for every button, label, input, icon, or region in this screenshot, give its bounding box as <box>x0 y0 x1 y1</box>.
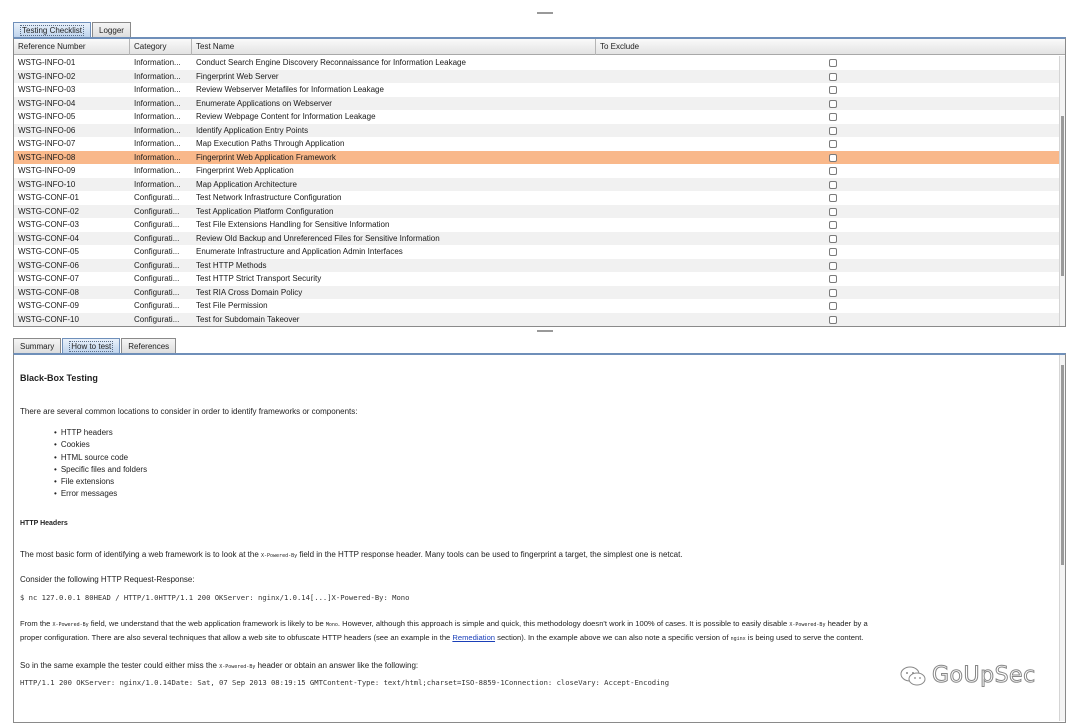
inline-code: nginx <box>730 636 746 642</box>
cell-category: Information... <box>134 71 181 81</box>
paragraph-5 <box>20 661 418 670</box>
cell-category: Configurati... <box>134 314 180 324</box>
locations-list <box>54 427 147 501</box>
table-row[interactable] <box>14 83 1065 97</box>
checklist-table-panel <box>13 37 1066 327</box>
inline-code: Mono <box>325 622 338 628</box>
cell-reference-number: WSTG-INFO-10 <box>18 179 76 189</box>
exclude-checkbox[interactable] <box>829 302 837 310</box>
cell-category: Information... <box>134 166 181 175</box>
subheading-http-headers: HTTP Headers <box>20 520 68 527</box>
cell-test-name: Map Application Architecture <box>196 179 297 189</box>
inline-code: X-Powered-By <box>219 664 256 670</box>
watermark <box>900 663 1036 688</box>
exclude-checkbox[interactable] <box>829 248 837 256</box>
table-row[interactable] <box>14 245 1065 259</box>
cell-reference-number: WSTG-INFO-08 <box>18 152 76 162</box>
list-item: • Cookies <box>54 439 147 451</box>
cell-reference-number: WSTG-CONF-09 <box>18 301 79 310</box>
cell-reference-number: WSTG-INFO-04 <box>18 98 76 108</box>
exclude-checkbox[interactable] <box>829 86 837 94</box>
cell-test-name: Conduct Search Engine Discovery Reconnaissance for Information Leakage <box>196 58 466 67</box>
cell-test-name: Test Application Platform Configuration <box>196 206 334 216</box>
cell-category: Information... <box>134 85 181 94</box>
paragraph-3 <box>20 619 868 628</box>
code-block-2: HTTP/1.1 200 OKServer: nginx/1.0.14Date: Sat, 07 Sep 2013 08:19:15 GMTContent-Type: text/html;charset=ISO-8859-1Connection: closeVary: Accept-Encoding <box>20 678 670 687</box>
cell-category: Information... <box>134 179 181 189</box>
cell-test-name: Map Execution Paths Through Application <box>196 139 345 148</box>
exclude-checkbox[interactable] <box>829 73 837 81</box>
cell-test-name: Test for Subdomain Takeover <box>196 314 300 324</box>
table-row[interactable] <box>14 178 1065 192</box>
section-heading: Black-Box Testing <box>20 373 98 383</box>
scrollbar-thumb[interactable] <box>1061 365 1064 565</box>
text: field, we understand that the web application framework is likely to be <box>88 619 326 628</box>
paragraph-4 <box>20 633 863 642</box>
tab-label: Testing Checklist <box>22 26 83 35</box>
table-scrollbar[interactable] <box>1059 56 1065 327</box>
cell-test-name: Fingerprint Web Application <box>196 166 294 175</box>
table-row[interactable] <box>14 70 1065 84</box>
cell-reference-number: WSTG-CONF-05 <box>18 247 79 256</box>
cell-category: Information... <box>134 58 181 67</box>
cell-reference-number: WSTG-CONF-10 <box>18 314 79 324</box>
text: So in the same example the tester could either miss the <box>20 661 220 670</box>
exclude-checkbox[interactable] <box>829 181 837 189</box>
cell-test-name: Test Network Infrastructure Configuration <box>196 193 342 202</box>
cell-test-name: Fingerprint Web Server <box>196 71 279 81</box>
inline-code: X-Powered-By <box>261 553 298 559</box>
tab-label: References <box>128 342 170 351</box>
tab-summary[interactable] <box>13 338 61 354</box>
table-row[interactable] <box>14 299 1065 313</box>
cell-category: Configurati... <box>134 274 180 283</box>
exclude-checkbox[interactable] <box>829 59 837 67</box>
cell-category: Configurati... <box>134 233 180 243</box>
exclude-checkbox[interactable] <box>829 289 837 297</box>
cell-reference-number: WSTG-INFO-06 <box>18 125 76 135</box>
exclude-checkbox[interactable] <box>829 262 837 270</box>
exclude-checkbox[interactable] <box>829 275 837 283</box>
exclude-checkbox[interactable] <box>829 208 837 216</box>
table-row[interactable] <box>14 286 1065 300</box>
cell-category: Configurati... <box>134 301 180 310</box>
exclude-checkbox[interactable] <box>829 113 837 121</box>
cell-reference-number: WSTG-INFO-01 <box>18 58 76 67</box>
column-header-to-exclude[interactable]: To Exclude <box>600 42 640 51</box>
cell-test-name: Fingerprint Web Application Framework <box>196 152 336 162</box>
cell-category: Information... <box>134 139 181 148</box>
cell-reference-number: WSTG-CONF-02 <box>18 206 79 216</box>
cell-test-name: Enumerate Infrastructure and Application Admin Interfaces <box>196 247 403 256</box>
cell-category: Configurati... <box>134 193 180 202</box>
table-row[interactable] <box>14 137 1065 151</box>
wechat-icon <box>900 665 926 687</box>
cell-category: Configurati... <box>134 220 180 229</box>
list-item: • Specific files and folders <box>54 464 147 476</box>
cell-reference-number: WSTG-INFO-07 <box>18 139 76 148</box>
cell-test-name: Review Webpage Content for Information Leakage <box>196 112 376 121</box>
table-body <box>14 56 1065 326</box>
column-header-reference-number[interactable]: Reference Number <box>14 39 130 55</box>
list-item: • HTML source code <box>54 452 147 464</box>
table-row[interactable] <box>14 218 1065 232</box>
tab-logger[interactable] <box>92 22 131 38</box>
text: field in the HTTP response header. Many tools can be used to fingerprint a target, the simplest one is netcat. <box>297 550 683 559</box>
cell-category: Information... <box>134 152 181 162</box>
table-row[interactable] <box>14 110 1065 124</box>
table-header <box>14 39 1065 55</box>
exclude-checkbox[interactable] <box>829 140 837 148</box>
text: header or obtain an answer like the following: <box>255 661 419 670</box>
cell-test-name: Test HTTP Methods <box>196 260 267 270</box>
paragraph-1 <box>20 550 683 559</box>
cell-reference-number: WSTG-CONF-01 <box>18 193 79 202</box>
cell-reference-number: WSTG-INFO-09 <box>18 166 76 175</box>
tab-references[interactable] <box>121 338 176 354</box>
tab-label: Logger <box>99 26 124 35</box>
table-row[interactable] <box>14 313 1065 327</box>
inline-code: X-Powered-By <box>52 622 89 628</box>
code-block-1: $ nc 127.0.0.1 80HEAD / HTTP/1.0HTTP/1.1 200 OKServer: nginx/1.0.14[...]X-Powered-By: Mono <box>20 593 410 602</box>
text: is being used to serve the content. <box>745 633 864 642</box>
tab-testing-checklist[interactable] <box>13 22 91 38</box>
cell-reference-number: WSTG-CONF-08 <box>18 287 79 297</box>
cell-reference-number: WSTG-CONF-07 <box>18 274 79 283</box>
text: The most basic form of identifying a web framework is to look at the <box>20 550 261 559</box>
exclude-checkbox[interactable] <box>829 194 837 202</box>
text: From the <box>20 619 53 628</box>
cell-test-name: Review Webserver Metafiles for Information Leakage <box>196 85 384 94</box>
table-row[interactable] <box>14 191 1065 205</box>
table-row[interactable] <box>14 56 1065 70</box>
column-header-test-name[interactable]: Test Name <box>192 39 596 55</box>
cell-test-name: Test File Permission <box>196 301 268 310</box>
table-row[interactable] <box>14 205 1065 219</box>
cell-test-name: Enumerate Applications on Webserver <box>196 98 332 108</box>
exclude-checkbox[interactable] <box>829 235 837 243</box>
column-header-category[interactable]: Category <box>130 39 192 55</box>
scrollbar-thumb[interactable] <box>1061 116 1064 276</box>
text: proper configuration. There are also several techniques that allow a web site to obfuscate HTTP headers (see an example in the <box>20 633 453 642</box>
cell-category: Information... <box>134 98 181 108</box>
paragraph-2: Consider the following HTTP Request-Response: <box>20 575 195 584</box>
exclude-checkbox[interactable] <box>829 316 837 324</box>
exclude-checkbox[interactable] <box>829 221 837 229</box>
exclude-checkbox[interactable] <box>829 154 837 162</box>
cell-reference-number: WSTG-CONF-03 <box>18 220 79 229</box>
cell-test-name: Test HTTP Strict Transport Security <box>196 274 322 283</box>
cell-category: Configurati... <box>134 260 180 270</box>
table-row[interactable] <box>14 124 1065 138</box>
cell-test-name: Test File Extensions Handling for Sensitive Information <box>196 220 390 229</box>
cell-test-name: Review Old Backup and Unreferenced Files for Sensitive Information <box>196 233 440 243</box>
text: . However, although this approach is simple and quick, this methodology doesn't work in 100% of cases. It is possible to easily disable <box>337 619 790 628</box>
inline-code: X-Powered-By <box>789 622 826 628</box>
tab-how-to-test[interactable] <box>62 338 120 354</box>
table-row[interactable] <box>14 151 1065 165</box>
cell-reference-number: WSTG-INFO-05 <box>18 112 76 121</box>
cell-test-name: Identify Application Entry Points <box>196 125 309 135</box>
remediation-link[interactable]: Remediation <box>452 633 496 642</box>
bottom-tab-row <box>13 336 177 354</box>
cell-category: Information... <box>134 112 181 121</box>
cell-category: Configurati... <box>134 206 180 216</box>
list-item: • File extensions <box>54 476 147 488</box>
cell-reference-number: WSTG-CONF-04 <box>18 233 79 243</box>
cell-category: Information... <box>134 125 181 135</box>
cell-reference-number: WSTG-CONF-06 <box>18 260 79 270</box>
list-item: • HTTP headers <box>54 427 147 439</box>
cell-reference-number: WSTG-INFO-02 <box>18 71 76 81</box>
tab-label: How to test <box>71 342 112 351</box>
top-tab-row <box>13 20 132 38</box>
cell-category: Configurati... <box>134 247 180 256</box>
exclude-checkbox[interactable] <box>829 127 837 135</box>
cell-category: Configurati... <box>134 287 180 297</box>
table-row[interactable] <box>14 259 1065 273</box>
middle-splitter-grip[interactable] <box>537 330 553 332</box>
content-scrollbar[interactable] <box>1059 355 1065 721</box>
text: header by a <box>825 619 868 628</box>
top-splitter-grip[interactable] <box>537 12 553 14</box>
watermark-text: GoUpSec <box>932 663 1036 688</box>
exclude-checkbox[interactable] <box>829 100 837 108</box>
cell-test-name: Test RIA Cross Domain Policy <box>196 287 303 297</box>
cell-reference-number: WSTG-INFO-03 <box>18 85 76 94</box>
list-item: • Error messages <box>54 488 147 500</box>
table-row[interactable] <box>14 272 1065 286</box>
table-row[interactable] <box>14 232 1065 246</box>
exclude-checkbox[interactable] <box>829 167 837 175</box>
tab-label: Summary <box>20 342 55 351</box>
intro-paragraph: There are several common locations to consider in order to identify frameworks or components: <box>20 407 358 416</box>
text: section). In the example above we can also note a specific version of <box>495 633 731 642</box>
table-row[interactable] <box>14 164 1065 178</box>
table-row[interactable] <box>14 97 1065 111</box>
